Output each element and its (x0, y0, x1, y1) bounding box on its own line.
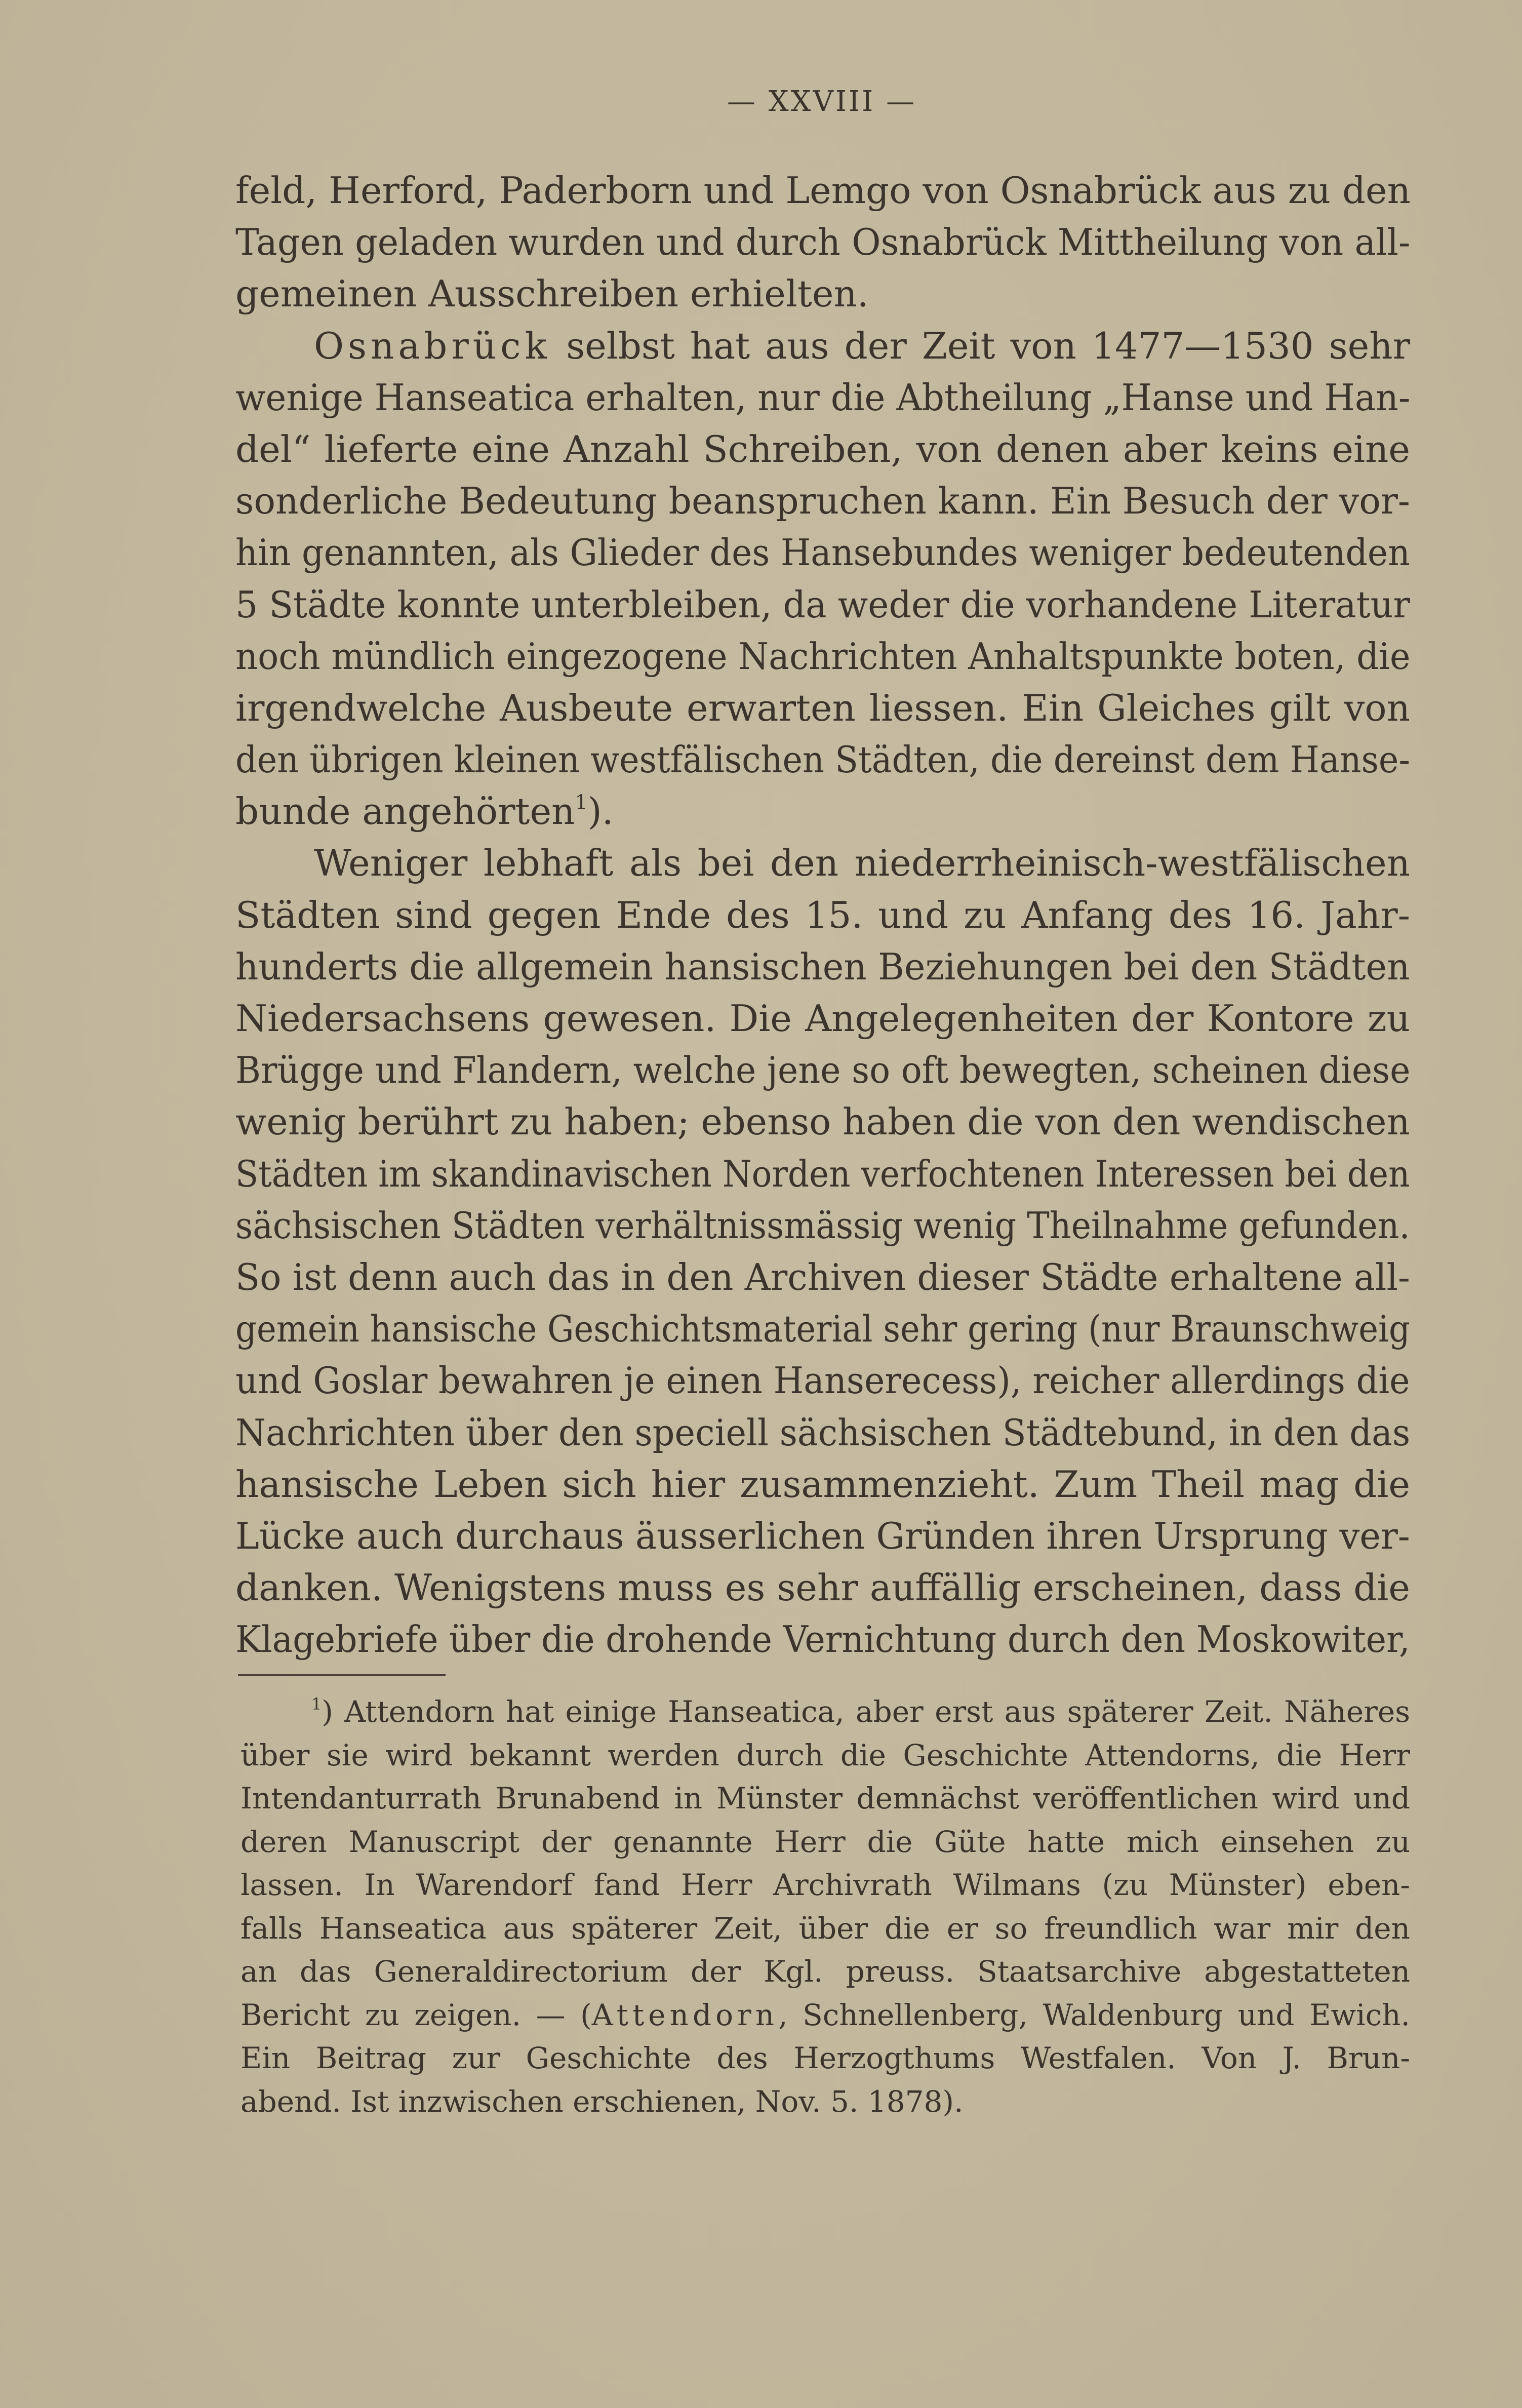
text-line: und Goslar bewahren je einen Hanserecess), reicher allerdings die (235, 1359, 1410, 1402)
spaced-word: Osnabrück (314, 324, 551, 367)
text-line: irgendwelche Ausbeute erwarten liessen. Ein Gleiches gilt von (235, 686, 1410, 729)
text-segment: bunde angehörten (235, 790, 575, 833)
text-line: Niedersachsens gewesen. Die Angelegenheiten der Kontore zu (235, 997, 1410, 1040)
text-line: gemein hansische Geschichtsmaterial sehr gering (nur Braunschweig (235, 1308, 1410, 1351)
footnote-separator (238, 1674, 446, 1676)
text-line: So ist denn auch das in den Archiven dieser Städte erhaltene all- (235, 1255, 1410, 1298)
footnote-line: an das Generaldirectorium der Kgl. preuss. Staatsarchive abgestatteten (241, 1954, 1410, 1989)
text-line: noch mündlich eingezogene Nachrichten Anhaltspunkte boten, die (235, 635, 1411, 678)
text-line: Städten sind gegen Ende des 15. und zu Anfang des 16. Jahr- (235, 893, 1410, 936)
text-line: Klagebriefe über die drohende Vernichtung durch den Moskowiter, (235, 1618, 1410, 1661)
footnote-line (241, 1690, 1410, 1734)
footnote-line: Intendanturrath Brunabend in Münster demnächst veröffentlichen wird und (241, 1781, 1410, 1815)
text-line: wenige Hanseatica erhalten, nur die Abtheilung „Hanse und Han- (235, 376, 1411, 419)
footnote-block (241, 1690, 1410, 2123)
text-line: Nachrichten über den speciell sächsischen Städtebund, in den das (235, 1411, 1411, 1454)
text-segment: Attendorn hat einige Hanseatica, aber erst aus späterer Zeit. Näheres (344, 1694, 1411, 1729)
text-line: hansische Leben sich hier zusammenzieht. Zum Theil mag die (235, 1463, 1410, 1506)
text-segment: ) (322, 1694, 333, 1729)
text-line: sonderliche Bedeutung beanspruchen kann. Ein Besuch der vor- (235, 480, 1410, 523)
page-number: — XXVIII — (727, 85, 917, 118)
text-line: sächsischen Städten verhältnissmässig wenig Theilnahme gefunden. (235, 1204, 1410, 1247)
text-segment: , Schnellenberg, Waldenburg und Ewich. (778, 1997, 1410, 2032)
text-line: Weniger lebhaft als bei den niederrheinisch-westfälischen (314, 842, 1410, 885)
text-segment: Bericht zu zeigen. — ( (241, 1997, 592, 2032)
text-line: feld, Herford, Paderborn und Lemgo von Osnabrück aus zu den (235, 169, 1411, 212)
footnote-reference[interactable]: 1 (575, 791, 588, 814)
text-line (235, 785, 1410, 837)
text-line: den übrigen kleinen westfälischen Städten, die dereinst dem Hanse- (235, 738, 1410, 781)
footnote-line: über sie wird bekannt werden durch die Geschichte Attendorns, die Herr (241, 1738, 1410, 1772)
main-text (235, 165, 1410, 1665)
text-line: Städten im skandinavischen Norden verfochtenen Interessen bei den (235, 1152, 1410, 1195)
text-line: hin genannten, als Glieder des Hansebundes weniger bedeutenden (235, 531, 1410, 574)
footnote-line: deren Manuscript der genannte Herr die Güte hatte mich einsehen zu (241, 1824, 1410, 1859)
spaced-word: Attendorn (591, 1997, 779, 2032)
text-line (235, 320, 1410, 372)
text-segment: ). (587, 790, 614, 833)
text-line: 5 Städte konnte unterbleiben, da weder die vorhandene Literatur (235, 583, 1410, 626)
text-segment: selbst hat aus der Zeit von 1477—1530 sehr (566, 324, 1411, 367)
footnote-line: Ein Beitrag zur Geschichte des Herzogthums Westfalen. Von J. Brun- (241, 2041, 1410, 2075)
text-line: wenig berührt zu haben; ebenso haben die von den wendischen (235, 1100, 1410, 1143)
footnote-line: abend. Ist inzwischen erschienen, Nov. 5. 1878). (241, 2084, 964, 2119)
text-line: hunderts die allgemein hansischen Beziehungen bei den Städten (235, 945, 1410, 988)
text-line: del“ lieferte eine Anzahl Schreiben, von denen aber keins eine (235, 427, 1410, 470)
text-line: danken. Wenigstens muss es sehr auffällig erscheinen, dass die (235, 1566, 1410, 1609)
footnote-line: lassen. In Warendorf fand Herr Archivrath Wilmans (zu Münster) eben- (241, 1868, 1410, 1902)
text-line: Lücke auch durchaus äusserlichen Gründen ihren Ursprung ver- (235, 1514, 1410, 1557)
text-line: gemeinen Ausschreiben erhielten. (235, 272, 869, 315)
footnote-line (241, 1994, 1410, 2037)
text-line: Tagen geladen wurden und durch Osnabrück Mittheilung von all- (235, 221, 1411, 264)
footnote-marker: 1 (311, 1694, 322, 1714)
footnote-line: falls Hanseatica aus späterer Zeit, über die er so freundlich war mir den (241, 1911, 1410, 1946)
text-line: Brügge und Flandern, welche jene so oft bewegten, scheinen diese (235, 1049, 1411, 1092)
